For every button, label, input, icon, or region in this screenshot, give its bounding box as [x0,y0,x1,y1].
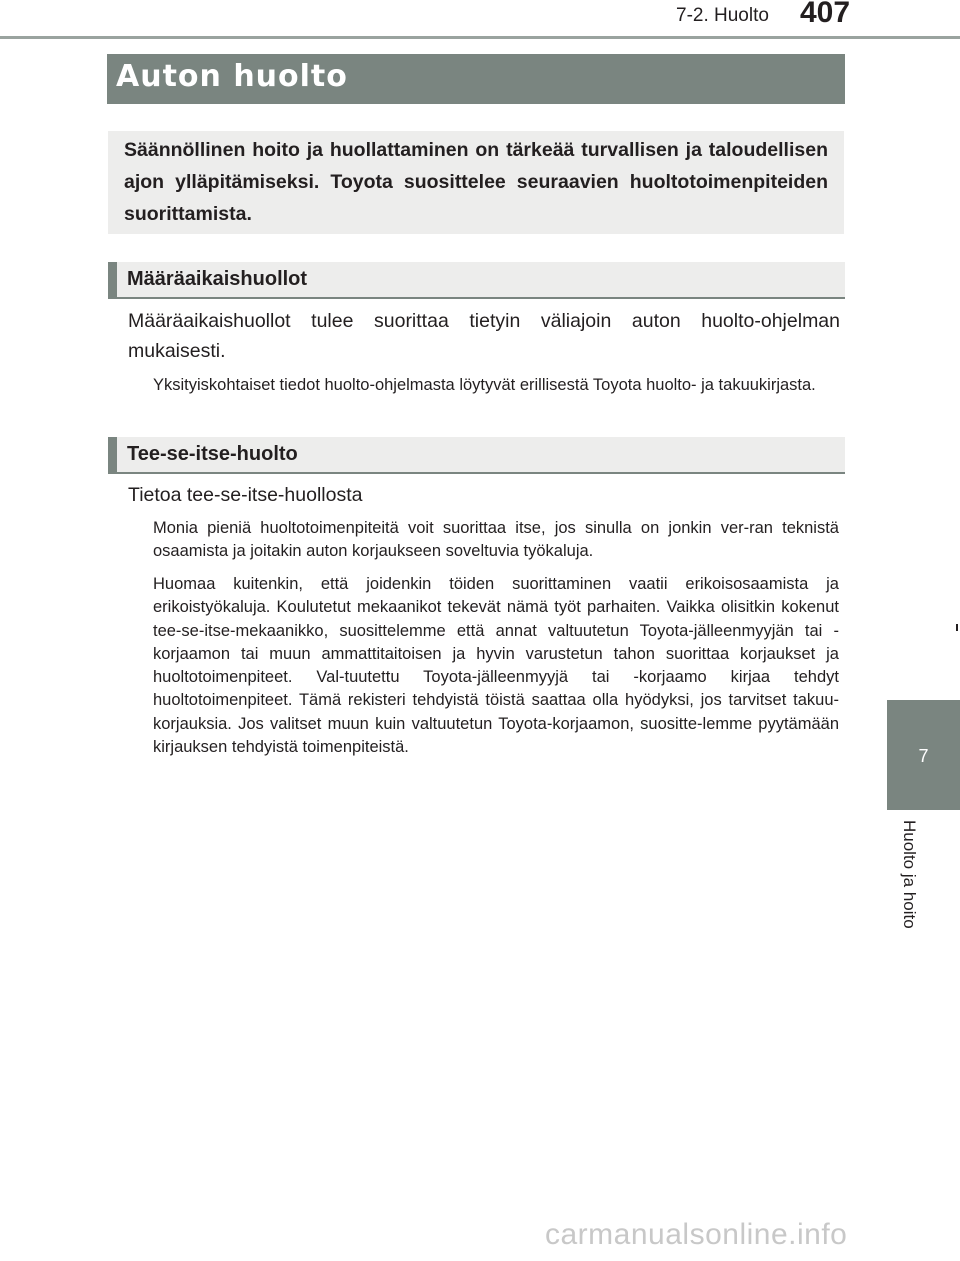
header-rule [0,36,960,39]
section-note: Yksityiskohtaiset tiedot huolto-ohjelmasta löytyvät erillisestä Toyota huolto- ja takuukirjasta. [153,376,816,394]
section-note: Huomaa kuitenkin, että joidenkin töiden suorittaminen vaatii erikoisosaamista ja erikoistyökaluja. Koulutetut mekaanikot tekevät nämä työt parhaiten. Vaikka olisitkin kokenut tee-se-itse-mekaanikko, suosittelemme että annat valtuutetun Toyota-jälleenmyyjän tai -korjaamon tai muun ammattitaitoisen ja hyvin varustetun tahon suorittaa korjaukset ja huoltotoimenpiteet. Val-tuutettu Toyota-jälleenmyyjä tai -korjaamo kirjaa tehdyt huoltotoimenpiteet. Tämä rekisteri tehdyistä töistä saattaa olla hyödyksi, jos tarvitset takuu-korjauksia. Jos valitset muun kuin valtuutetun Toyota-korjaamon, suositte-lemme pyytämään kirjauksen tehdyistä toimenpiteistä. [153,575,839,757]
section-paragraph: Määräaikaishuollot tulee suorittaa tietyin väliajoin auton huolto-ohjelman mukaisesti. [128,310,840,362]
chapter-tab [887,700,960,810]
section-heading-tee-se-itse-huolto [108,437,845,474]
page-title-bar [107,54,845,104]
chapter-title: Huolto ja hoito [900,820,919,929]
crop-mark [956,624,958,631]
heading-accent-bar [108,437,117,472]
page-title: Auton huolto [116,59,348,94]
intro-text: Säännöllinen hoito ja huollattaminen on tärkeää turvallisen ja taloudellisen ajon ylläpitämiseksi. Toyota suosittelee seuraavien huoltotoimenpiteiden suorittamista. [124,139,828,225]
section-paragraph: Tietoa tee-se-itse-huollosta [128,484,363,506]
section-heading-label: Määräaikaishuollot [127,268,308,290]
running-header-section: 7-2. Huolto [676,5,769,26]
watermark: carmanualsonline.info [545,1218,848,1251]
chapter-tab-label [895,820,925,950]
page-number: 407 [800,0,851,29]
heading-accent-bar [108,262,117,297]
section-note: Monia pieniä huoltotoimenpiteitä voit suorittaa itse, jos sinulla on jonkin ver-ran teknistä osaamista ja joitakin auton korjaukseen soveltuvia työkaluja. [153,519,839,561]
section-heading-maaraaikaishuollot [108,262,845,299]
intro-box [108,131,844,234]
section-heading-label: Tee-se-itse-huolto [127,443,298,465]
chapter-number: 7 [918,746,929,766]
